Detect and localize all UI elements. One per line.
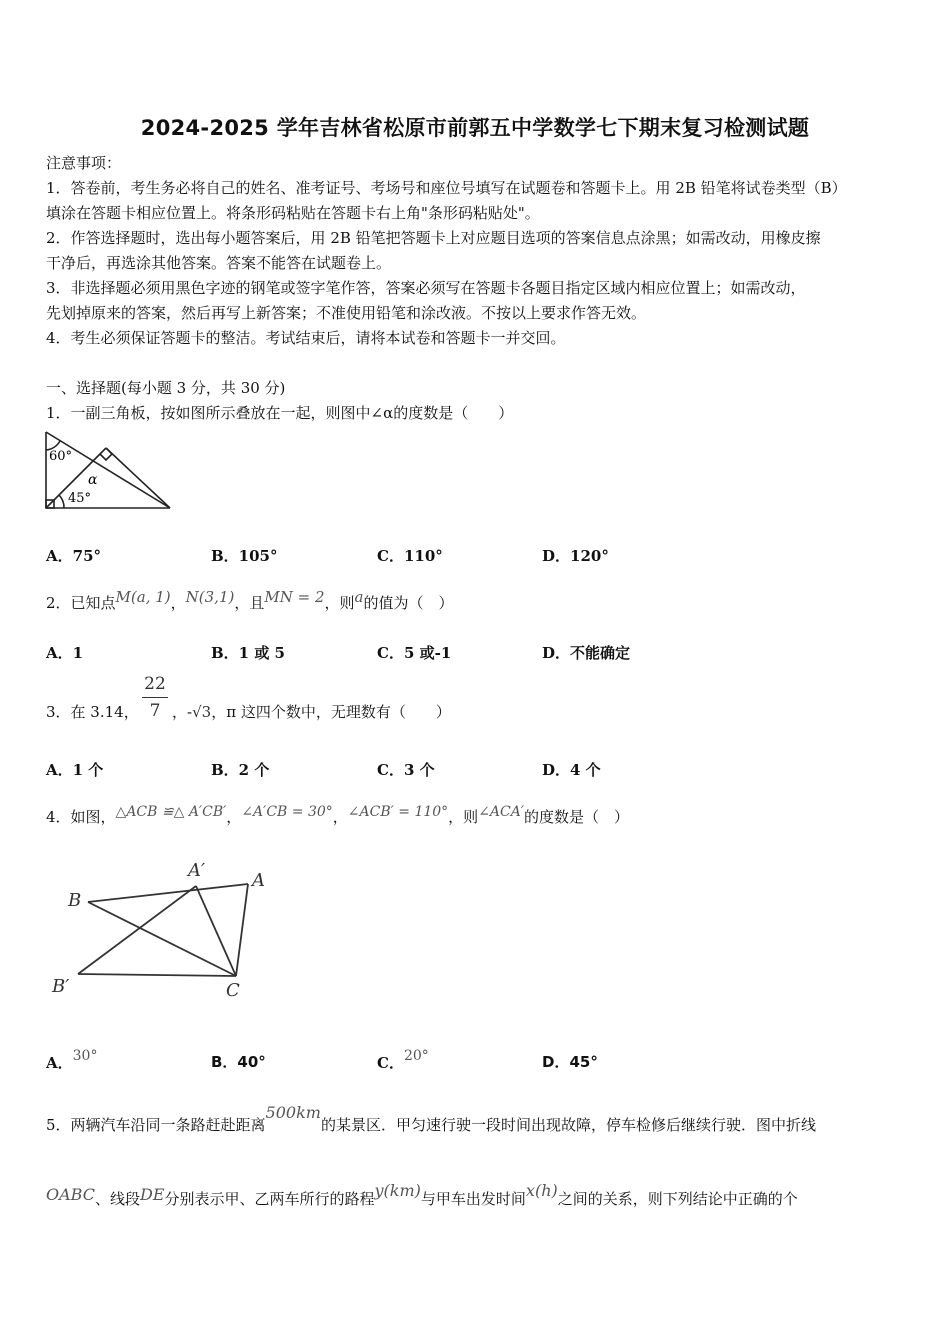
q4-label-b: B (68, 890, 82, 911)
notes-heading: 注意事项： (46, 154, 122, 172)
q2-option-a[interactable]: A．1 (46, 644, 84, 662)
q2-stem (46, 588, 454, 613)
note-4: 4．考生必须保证答题卡的整洁。考试结束后，请将本试卷和答题卡一并交回。 (46, 329, 566, 347)
q4-label-a-prime: A′ (188, 860, 206, 881)
q2-point-n: N(3,1) (185, 588, 235, 606)
q5-text-3: 、线段 (94, 1190, 140, 1208)
note-3a: 3．非选择题必须用黑色字迹的钢笔或签字笔作答，答案必须写在答题卡各题目指定区域内相应位置上；如需改动， (46, 279, 806, 297)
q5-text-5: 与甲车出发时间 (420, 1190, 526, 1208)
q2-point-m: M(a, 1) (115, 588, 171, 606)
q5-x-axis-label: x(h) (525, 1181, 558, 1200)
q3-denominator: 7 (149, 701, 161, 721)
q5-text-1: 5．两辆汽车沿同一条路赶赴距离 (46, 1116, 266, 1134)
q2-option-d[interactable]: D．不能确定 (542, 644, 631, 662)
q5-line-1 (46, 1103, 816, 1135)
q4-segment-apbp (78, 886, 196, 974)
q4-angle-2: ∠ACB′ = 110° (347, 804, 449, 820)
q1-option-c[interactable]: C．110° (377, 547, 443, 565)
q5-line-2 (46, 1181, 798, 1209)
q3-text-1: 3．在 3.14， (46, 703, 139, 721)
q5-y-axis-label: y(km) (374, 1181, 421, 1200)
note-3b: 先划掉原来的答案，然后再写上新答案；不准使用铅笔和涂改液。不按以上要求作答无效。 (46, 304, 647, 322)
section-heading: 一、选择题(每小题 3 分，共 30 分) (46, 379, 286, 397)
q1-option-b[interactable]: B．105° (211, 547, 278, 565)
q4-text-1: 4．如图， (46, 808, 116, 826)
q4-option-d[interactable]: D．45° (542, 1053, 598, 1071)
q4-segment-ba (88, 884, 248, 902)
q4-label-b-prime: B′ (52, 976, 70, 997)
q2-text-4: 的值为（ ） (363, 594, 454, 612)
note-1a: 1．答卷前，考生务必将自己的姓名、准考证号、考场号和座位号填写在试题卷和答题卡上。用 2B 铅笔将试卷类型（B） (46, 179, 847, 197)
q3-text-2 (172, 701, 451, 722)
q1-figure (40, 428, 180, 514)
q1-leg-45 (106, 448, 170, 508)
q1-angle-45-arc (59, 495, 64, 508)
q1-option-a[interactable]: A．75° (46, 547, 102, 565)
q4-option-c-value: 20° (403, 1048, 429, 1064)
q3-sqrt3: √3 (192, 703, 212, 721)
note-1b: 填涂在答题卡相应位置上。将条形码粘贴在答题卡右上角"条形码粘贴处"。 (46, 204, 540, 222)
q4-option-c-label: C． (377, 1054, 404, 1072)
q3-option-b[interactable]: B．2 个 (211, 761, 270, 779)
q4-stem (46, 806, 629, 827)
q5-text-2: 的某景区．甲匀速行驶一段时间出现故障，停车检修后继续行驶．图中折线 (320, 1116, 816, 1134)
q1-stem: 1．一副三角板，按如图所示叠放在一起，则图中∠α的度数是（ ） (46, 404, 514, 422)
q2-text-1: 2．已知点 (46, 594, 116, 612)
q2-text-2: ，且 (234, 594, 265, 612)
q5-text-6: 之间的关系，则下列结论中正确的个 (557, 1190, 798, 1208)
q4-congruence: △ACB ≌△ A′CB′ (115, 804, 227, 820)
q4-angle-1: ∠A′CB = 30° (241, 804, 333, 820)
q5-polyline-oabc: OABC (46, 1185, 95, 1204)
q5-distance: 500km (265, 1103, 321, 1122)
q5-text-4: 分别表示甲、乙两车所行的路程 (164, 1190, 375, 1208)
q4-option-b[interactable]: B．40° (211, 1053, 266, 1071)
q4-label-a: A (252, 870, 265, 891)
q4-angle-3: ∠ACA′ (478, 804, 525, 820)
q2-comma: ， (170, 594, 186, 612)
exam-title: 2024-2025 学年吉林省松原市前郭五中学数学七下期末复习检测试题 (140, 116, 810, 140)
q2-option-c[interactable]: C．5 或-1 (377, 644, 452, 662)
q1-label-alpha: α (88, 472, 98, 488)
q1-right-angle-mark-2 (100, 448, 112, 460)
q4-segment-bpc (78, 974, 236, 976)
q2-variable-a: a (354, 588, 364, 606)
q2-distance-mn: MN = 2 (264, 588, 325, 606)
q4-sep-1: ， (226, 808, 242, 826)
q3-option-d[interactable]: D．4 个 (542, 761, 601, 779)
q1-label-60: 60° (49, 449, 73, 464)
q4-option-a-label: A． (46, 1054, 73, 1072)
note-2a: 2．作答选择题时，选出每小题答案后，用 2B 铅笔把答题卡上对应题目选项的答案信息点涂黑；如需改动，用橡皮擦 (46, 229, 821, 247)
q4-text-3: 的度数是（ ） (524, 808, 630, 826)
q4-segment-apc (196, 886, 236, 976)
q4-segment-ac (236, 884, 248, 976)
q2-text-3: ，则 (324, 594, 355, 612)
q3-fraction (142, 674, 168, 721)
q4-option-a-value: 30° (72, 1048, 98, 1064)
q4-text-2: ，则 (448, 808, 479, 826)
q3-text-3: ，π 这四个数中，无理数有（ ） (211, 703, 451, 721)
q3-minus: ，- (172, 703, 193, 721)
q4-sep-2: ， (332, 808, 348, 826)
q3-option-a[interactable]: A．1 个 (46, 761, 104, 779)
q3-option-c[interactable]: C．3 个 (377, 761, 435, 779)
q4-option-c[interactable] (377, 1048, 429, 1073)
q4-option-a[interactable] (46, 1048, 98, 1073)
note-2b: 干净后，再选涂其他答案。答案不能答在试题卷上。 (46, 254, 392, 272)
q4-label-c: C (226, 980, 240, 1000)
q4-figure (46, 850, 286, 1000)
q3-fraction-bar (142, 697, 168, 698)
q5-segment-de: DE (139, 1185, 165, 1204)
q1-option-d[interactable]: D．120° (542, 547, 609, 565)
q3-numerator: 22 (144, 674, 166, 694)
q1-label-45: 45° (68, 491, 92, 506)
q1-hypotenuse-30-60 (46, 432, 170, 508)
q4-segment-bc (88, 902, 236, 976)
q2-option-b[interactable]: B．1 或 5 (211, 644, 285, 662)
